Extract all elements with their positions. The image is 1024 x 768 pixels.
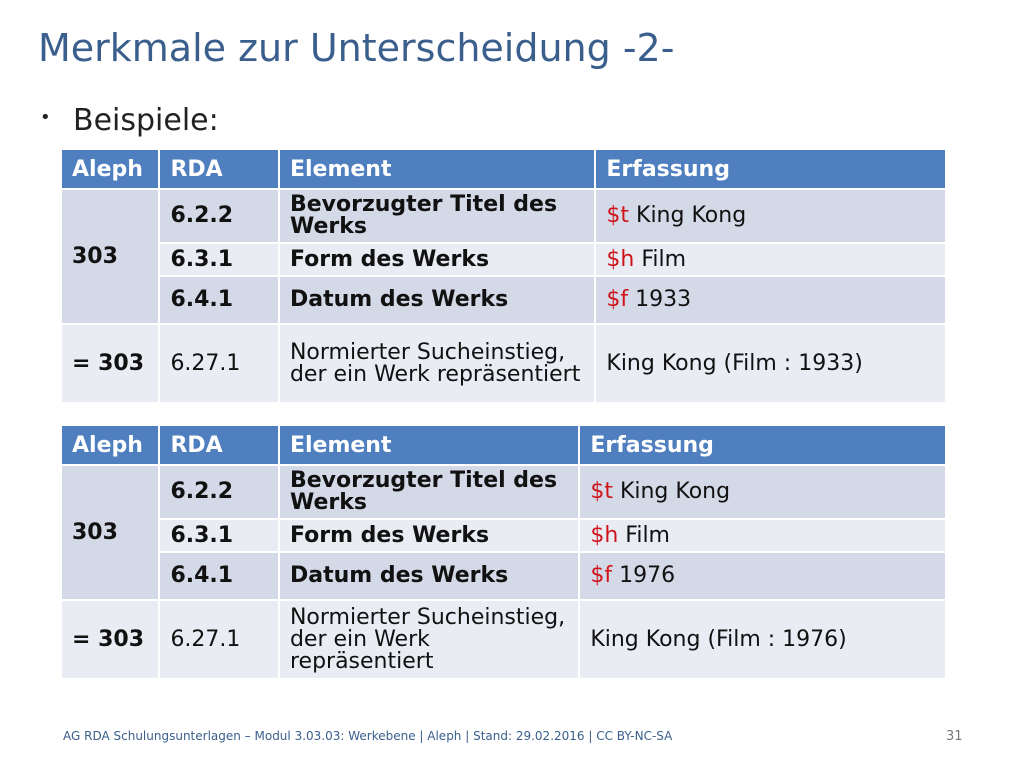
subfield-value: 1976	[619, 563, 676, 588]
rda-cell: 6.27.1	[160, 601, 278, 678]
subfield-tag: $h	[606, 246, 635, 272]
table-header-row	[62, 150, 945, 188]
table-row	[62, 553, 945, 599]
table-row	[62, 190, 945, 242]
element-cell: Bevorzugter Titel des Werks	[280, 190, 594, 242]
rda-cell: 6.3.1	[160, 520, 278, 551]
rda-table-1933	[60, 148, 947, 404]
bullet-text: Beispiele:	[73, 103, 219, 138]
table-row	[62, 244, 945, 275]
erfassung-cell	[580, 520, 945, 551]
header-rda: RDA	[160, 150, 278, 188]
header-rda: RDA	[160, 426, 278, 464]
rda-cell: 6.4.1	[160, 277, 278, 323]
table-row	[62, 601, 945, 678]
element-cell: Datum des Werks	[280, 277, 594, 323]
aleph-reference-cell: = 303	[62, 601, 158, 678]
table-row	[62, 325, 945, 402]
aleph-reference-cell: = 303	[62, 325, 158, 402]
element-cell: Normierter Sucheinstieg, der ein Werk repräsentiert	[280, 325, 594, 402]
aleph-field-cell: 303	[62, 466, 158, 599]
rda-cell: 6.2.2	[160, 466, 278, 518]
erfassung-cell	[596, 190, 945, 242]
erfassung-cell	[580, 553, 945, 599]
element-cell: Normierter Sucheinstieg, der ein Werk repräsentiert	[280, 601, 578, 678]
access-point-cell: King Kong (Film : 1976)	[580, 601, 945, 678]
subfield-value: King Kong	[636, 203, 747, 228]
header-erfassung: Erfassung	[580, 426, 945, 464]
access-point-cell: King Kong (Film : 1933)	[596, 325, 945, 402]
slide-footer: AG RDA Schulungsunterlagen – Modul 3.03.03: Werkebene | Aleph | Stand: 29.02.2016 | CC BY-NC-SA	[63, 729, 673, 743]
table-row	[62, 520, 945, 551]
subfield-value: Film	[625, 522, 670, 548]
header-erfassung: Erfassung	[596, 150, 945, 188]
erfassung-cell	[580, 466, 945, 518]
subfield-tag: $t	[590, 479, 613, 504]
element-cell: Form des Werks	[280, 244, 594, 275]
page-number: 31	[946, 729, 963, 744]
subfield-tag: $f	[590, 563, 613, 588]
bullet-item	[40, 103, 219, 138]
rda-cell: 6.3.1	[160, 244, 278, 275]
subfield-value: 1933	[635, 287, 692, 312]
element-cell: Bevorzugter Titel des Werks	[280, 466, 578, 518]
erfassung-cell	[596, 244, 945, 275]
aleph-field-cell: 303	[62, 190, 158, 323]
header-element: Element	[280, 150, 594, 188]
header-aleph: Aleph	[62, 150, 158, 188]
subfield-tag: $h	[590, 522, 619, 548]
slide-title: Merkmale zur Unterscheidung -2-	[38, 26, 675, 70]
element-cell: Datum des Werks	[280, 553, 578, 599]
header-aleph: Aleph	[62, 426, 158, 464]
rda-table-1976	[60, 424, 947, 680]
erfassung-cell	[596, 277, 945, 323]
rda-cell: 6.2.2	[160, 190, 278, 242]
header-element: Element	[280, 426, 578, 464]
rda-cell: 6.4.1	[160, 553, 278, 599]
table-row	[62, 466, 945, 518]
subfield-value: Film	[641, 246, 687, 272]
bullet-icon: •	[40, 107, 51, 128]
table-row	[62, 277, 945, 323]
element-cell: Form des Werks	[280, 520, 578, 551]
rda-cell: 6.27.1	[160, 325, 278, 402]
table-header-row	[62, 426, 945, 464]
subfield-value: King Kong	[619, 479, 731, 504]
subfield-tag: $t	[606, 203, 630, 228]
subfield-tag: $f	[606, 287, 629, 312]
